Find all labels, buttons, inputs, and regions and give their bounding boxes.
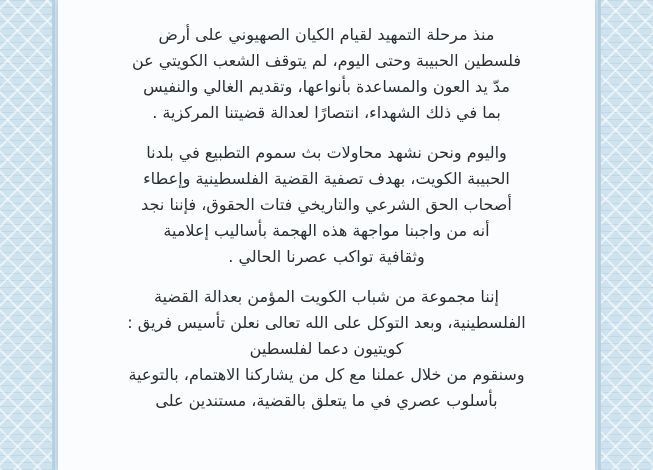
text-line: فلسطين الحبيبة وحتى اليوم، لم يتوقف الشعب الكويتي عن [131,51,522,70]
paragraph-2 [68,140,585,270]
right-border-edge [598,0,601,470]
left-border-pattern [0,0,55,470]
text-line: أنه من واجبنا مواجهة هذه الهجمة بأساليب إعلامية [163,221,490,240]
text-line: الحبيبة الكويت، بهدف تصفية القضية الفلسطينية وإعطاء [143,169,510,188]
text-line: الفلسطينية، وبعد التوكل على الله تعالى نعلن تأسيس فريق : [127,313,526,332]
text-line: مدّ يد العون والمساعدة بأنواعها، وتقديم الغالي والنفيس [143,77,510,96]
text-line: وسنقوم من خلال عملنا مع كل من يشاركنا الاهتمام، بالتوعية [128,365,525,384]
team-name: كويتيون دعما لفلسطين [249,339,404,358]
left-border-edge [52,0,55,470]
text-line: بما في ذلك الشهداء، انتصارًا لعدالة قضيتنا المركزية . [152,103,501,122]
text-line: إننا مجموعة من شباب الكويت المؤمن بعدالة القضية [154,287,499,306]
paragraph-3 [68,284,585,414]
right-border-pattern [598,0,653,470]
text-line: منذ مرحلة التمهيد لقيام الكيان الصهيوني على أرض [158,25,495,44]
text-line: واليوم ونحن نشهد محاولات بث سموم التطبيع في بلدنا [146,143,507,162]
text-line: بأسلوب عصري في ما يتعلق بالقضية، مستندين على [155,391,498,410]
text-line: وثقافية تواكب عصرنا الحالي . [228,247,425,266]
paragraph-1 [68,22,585,126]
text-line: أصحاب الحق الشرعي والتاريخي فتات الحقوق، فإننا نجد [141,195,512,214]
document-content [58,22,595,428]
